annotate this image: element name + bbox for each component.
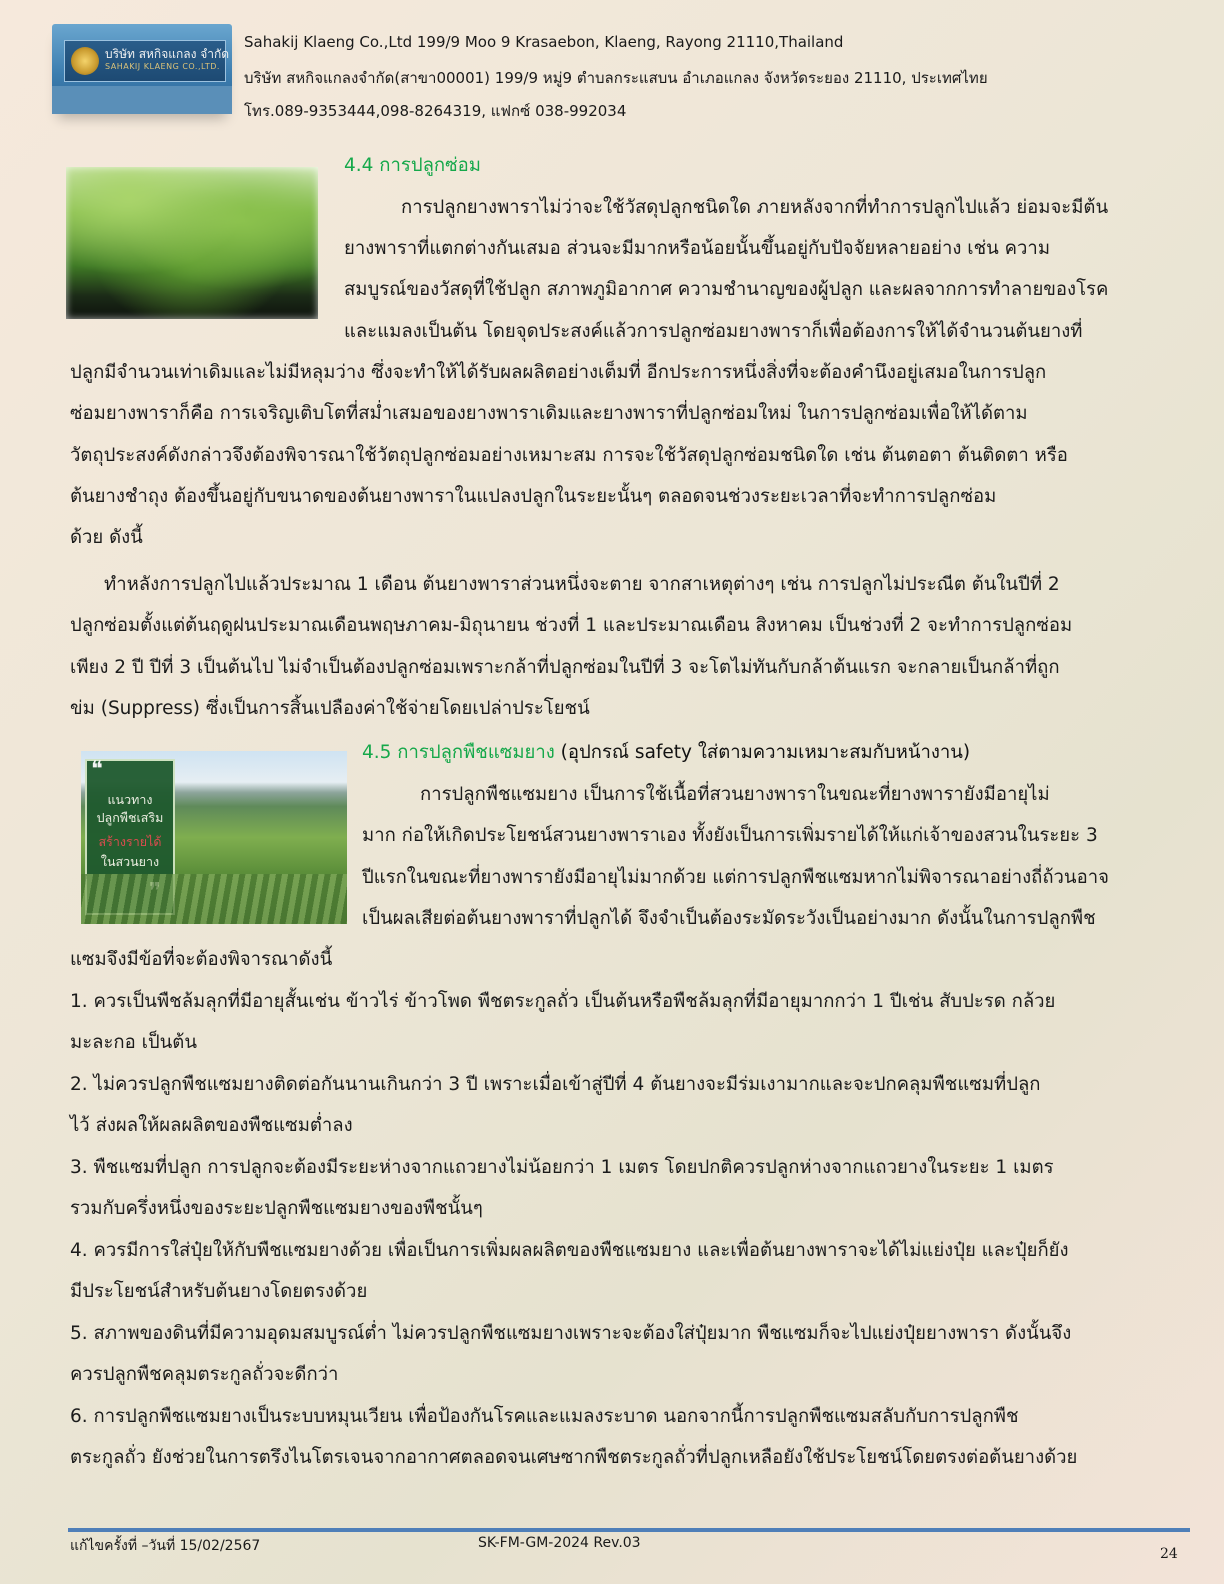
list-item: 2. ไม่ควรปลูกพืชแซมยางติดต่อกันนานเกินกว่า 3 ปี เพราะเมื่อเข้าสู่ปีที่ 4 ต้นยางจะมีร่มเงามากและจะปกคลุมพืชแซมที่ปลูก [70, 1074, 1041, 1095]
section-4-4-para2-line: ข่ม (Suppress) ซึ่งเป็นการสิ้นเปลืองค่าใช้จ่ายโดยเปล่าประโยชน์ [70, 698, 590, 719]
section-4-5-line: แซมจึงมีข้อที่จะต้องพิจารณาดังนี้ [70, 949, 333, 970]
list-item: ตระกูลถั่ว ยังช่วยในการตรึงไนโตรเจนจากอากาศตลอดจนเศษซากพืชตระกูลถั่วที่ปลูกเหลือยังใช้ประโยชน์โดยตรงต่อต้นยางด้วย [70, 1447, 1078, 1468]
list-item: มะละกอ เป็นต้น [70, 1032, 197, 1053]
footer-doc-code: SK-FM-GM-2024 Rev.03 [478, 1535, 641, 1551]
section-4-4-para2-line: ทำหลังการปลูกไปแล้วประมาณ 1 เดือน ต้นยางพาราส่วนหนึ่งจะตาย จากสาเหตุต่างๆ เช่น การปลูกไม่ประณีต ต้นในปีที่ 2 [104, 574, 1060, 595]
banner-text: ในสวนยาง [100, 854, 160, 869]
banner-text: สร้างรายได้ [98, 834, 162, 849]
header-contact: โทร.089-9353444,098-8264319, แฟกซ์ 038-992034 [244, 102, 627, 120]
logo-text-en: SAHAKIJ KLAENG CO.,LTD. [105, 62, 220, 71]
section-4-4-para2-line: ปลูกซ่อมตั้งแต่ต้นฤดูฝนประมาณเดือนพฤษภาคม-มิถุนายน ช่วงที่ 1 และประมาณเดือน สิงหาคม เป็นช่วงที่ 2 จะทำการปลูกซ่อม [70, 615, 1073, 636]
list-item: ควรปลูกพืชคลุมตระกูลถั่วจะดีกว่า [70, 1364, 339, 1385]
list-item: 1. ควรเป็นพืชล้มลุกที่มีอายุสั้นเช่น ข้าวไร่ ข้าวโพด พืชตระกูลถั่ว เป็นต้นหรือพืชล้มลุกที่มีอายุมากกว่า 1 ปีเช่น สับปะรด กล้วย [70, 991, 1056, 1012]
section-4-5-line: เป็นผลเสียต่อต้นยางพาราที่ปลูกได้ จึงจำเป็นต้องระมัดระวังเป็นอย่างมาก ดังนั้นในการปลูกพืช [362, 908, 1096, 929]
section-4-4-line: วัตถุประสงค์ดังกล่าวจึงต้องพิจารณาใช้วัตถุปลูกซ่อมอย่างเหมาะสม การจะใช้วัสดุปลูกซ่อมชนิดใด เช่น ต้นตอตา ต้นติดตา หรือ [70, 445, 1068, 466]
header-address-th: บริษัท สหกิจแกลงจำกัด(สาขา00001) 199/9 หมู่9 ตำบลกระแสบน อำเภอแกลง จังหวัดระยอง 21110, ประเทศไทย [244, 69, 988, 87]
section-4-5-line: ปีแรกในขณะที่ยางพารายังมีอายุไม่มากด้วย แต่การปลูกพืชแซมหากไม่พิจารณาอย่างถี่ถ้วนอาจ [362, 867, 1109, 888]
intercropping-photo [81, 751, 347, 924]
list-item: 6. การปลูกพืชแซมยางเป็นระบบหมุนเวียน เพื่อป้องกันโรคและแมลงระบาด นอกจากนี้การปลูกพืชแซมสลับกับการปลูกพืช [70, 1406, 1019, 1427]
section-4-4-line: ปลูกมีจำนวนเท่าเดิมและไม่มีหลุมว่าง ซึ่งจะทำให้ได้รับผลผลิตอย่างเต็มที่ อีกประการหนึ่งสิ่งที่จะต้องคำนึงอยู่เสมอในการปลูก [70, 362, 1047, 383]
section-4-4-line: ซ่อมยางพาราก็คือ การเจริญเติบโตที่สม่ำเสมอของยางพาราเดิมและยางพาราที่ปลูกซ่อมใหม่ ในการปลูกซ่อมเพื่อให้ได้ตาม [70, 403, 1028, 424]
list-item: 3. พืชแซมที่ปลูก การปลูกจะต้องมีระยะห่างจากแถวยางไม่น้อยกว่า 1 เมตร โดยปกติควรปลูกห่างจากแถวยางในระยะ 1 เมตร [70, 1157, 1054, 1178]
section-4-5-title-main: 4.5 การปลูกพืชแซมยาง [362, 742, 555, 763]
section-4-4-line: สมบูรณ์ของวัสดุที่ใช้ปลูก สภาพภูมิอากาศ ความชำนาญของผู้ปลูก และผลจากการทำลายของโรค [344, 279, 1109, 300]
list-item: ไว้ ส่งผลให้ผลผลิตของพืชแซมต่ำลง [70, 1115, 353, 1136]
section-4-5-title [362, 732, 970, 773]
company-logo [52, 24, 232, 114]
page-number: 24 [1160, 1546, 1178, 1562]
section-4-4-line: ยางพาราที่แตกต่างกันเสมอ ส่วนจะมีมากหรือน้อยนั้นขึ้นอยู่กับปัจจัยหลายอย่าง เช่น ความ [344, 238, 1051, 259]
list-item: รวมกับครึ่งหนึ่งของระยะปลูกพืชแซมยางของพืชนั้นๆ [70, 1198, 483, 1219]
header-address-en: Sahakij Klaeng Co.,Ltd 199/9 Moo 9 Krasaebon, Klaeng, Rayong 21110,Thailand [244, 33, 844, 51]
rubber-seedlings-photo [66, 167, 318, 319]
quote-open-icon: ❝ [91, 757, 103, 782]
logo-text-th: บริษัท สหกิจแกลง จำกัด [105, 47, 230, 61]
section-4-4-title: 4.4 การปลูกซ่อม [344, 155, 481, 176]
letterhead [52, 24, 1202, 139]
section-4-4-para2-line: เพียง 2 ปี ปีที่ 3 เป็นต้นไป ไม่จำเป็นต้องปลูกซ่อมเพราะกล้าที่ปลูกซ่อมในปีที่ 3 จะโตไม่ทันกับกล้าต้นแรก จะกลายเป็นกล้าที่ถูก [70, 657, 1060, 678]
section-4-5-line: การปลูกพืชแซมยาง เป็นการใช้เนื้อที่สวนยางพาราในขณะที่ยางพารายังมีอายุไม่ [420, 784, 1050, 805]
banner-text: แนวทาง [107, 792, 153, 807]
section-4-5-line: มาก ก่อให้เกิดประโยชน์สวนยางพาราเอง ทั้งยังเป็นการเพิ่มรายได้ให้แก่เจ้าของสวนในระยะ 3 [362, 825, 1098, 846]
section-4-4-line: การปลูกยางพาราไม่ว่าจะใช้วัสดุปลูกชนิดใด ภายหลังจากที่ทำการปลูกไปแล้ว ย่อมจะมีต้น [401, 197, 1109, 218]
banner-text: ปลูกพืชเสริม [96, 810, 164, 825]
list-item: 5. สภาพของดินที่มีความอุดมสมบูรณ์ต่ำ ไม่ควรปลูกพืชแซมยางเพราะจะต้องใส่ปุ๋ยมาก พืชแซมก็จะไปแย่งปุ๋ยยางพารา ดังนั้นจึง [70, 1323, 1072, 1344]
list-item: มีประโยชน์สำหรับต้นยางโดยตรงด้วย [70, 1281, 368, 1302]
list-item: 4. ควรมีการใส่ปุ๋ยให้กับพืชแซมยางด้วย เพื่อเป็นการเพิ่มผลผลิตของพืชแซมยาง และเพื่อต้นยางพาราจะได้ไม่แย่งปุ๋ย และปุ๋ยก็ยัง [70, 1240, 1069, 1261]
section-4-5-title-note: (อุปกรณ์ safety ใส่ตามความเหมาะสมกับหน้างาน) [554, 742, 971, 763]
footer-divider [68, 1528, 1190, 1532]
company-seal-icon [71, 47, 99, 75]
footer-revision: แก้ไขครั้งที่ –วันที่ 15/02/2567 [70, 1538, 261, 1554]
section-4-4-line: และแมลงเป็นต้น โดยจุดประสงค์แล้วการปลูกซ่อมยางพาราก็เพื่อต้องการให้ได้จำนวนต้นยางที่ [344, 321, 1083, 342]
section-4-4-line: ต้นยางชำถุง ต้องขึ้นอยู่กับขนาดของต้นยางพาราในแปลงปลูกในระยะนั้นๆ ตลอดจนช่วงระยะเวลาที่จะทำการปลูกซ่อม [70, 486, 997, 507]
section-4-4-line: ด้วย ดังนี้ [70, 527, 143, 548]
